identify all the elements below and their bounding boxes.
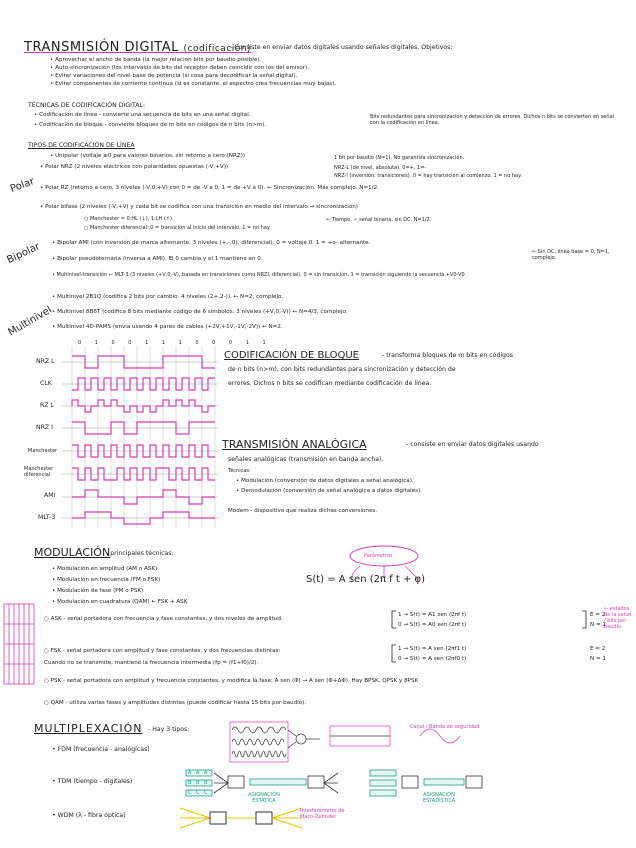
static-label: ASIGNACIÓN ESTÁTICA [248, 792, 280, 804]
tech-block: • Codificación de bloque - convierte bloques de m bits en códigos de n bits (n>m). [34, 122, 267, 128]
ask: ○ ASK - señal portadora con frecuencia y fase constantes, y dos niveles de amplitud: [44, 616, 283, 622]
label-manchester-diff: Manchester diferencial [24, 466, 54, 478]
analog-text-1: - consiste en enviar datos digitales usando [406, 441, 539, 448]
waveform-bits: 0 1 0 0 1 1 1 0 0 0 1 1 [78, 340, 272, 346]
multinivel-label: Multinivel [6, 304, 54, 339]
fsk-eq-1: 1 → S(t) = A sen (2πf1 t) [398, 646, 467, 652]
fsk-eq-0: 0 → S(t) = A sen (2πf0 t) [398, 656, 467, 662]
analog-demod: • Demodulación (conversión de señal analógica a datos digitales). [236, 488, 423, 494]
bipolar-ami: • Bipolar AMI (con inversión de marca alternante, 3 niveles (+,-,0), diferencial). 0 = voltaje 0. 1 = +o- alternante. [52, 240, 371, 246]
modulation-title: MODULACIÓN [34, 546, 111, 559]
bipolar-note: ← Sin DC, línea base = 0, N=1, complejo. [532, 249, 610, 261]
waveform-grid [72, 346, 215, 528]
objective-1: • Aprovechar el ancho de banda (la mejor relación bits por baudio posible). [50, 57, 262, 63]
waveforms [72, 356, 215, 524]
psk: ○ PSK - señal portadora con amplitud y frecuencia constantes, y modifica la fase: A sen (Φ) → A sen (Φ+ΔΦ). Hay BPSK, QPSK y 8PSK [44, 678, 419, 684]
analog-mod: • Modulación (conversión de datos digitales a señal analógica). [236, 478, 414, 484]
analog-text-2: señales analógicas (transmisión en banda ancha). [228, 456, 384, 463]
ask-note: ← estados de la señal / bits por baudio [604, 606, 632, 630]
block-text-3: errores. Dichos n bits se codifican mediante codificación de línea. [228, 380, 432, 387]
digital-title: TRANSMISIÓN DIGITAL (codificación) [24, 40, 251, 55]
mux-fdm: • FDM (frecuencia - analógicas) [52, 746, 150, 753]
digital-subtitle: - Consiste en enviar datos digitales usando señales digitales. Objetivos: [230, 44, 453, 51]
bifase-note: ← Tiempo. ✓ señal binaria, sin DC. N=1/2. [326, 217, 432, 223]
ask-n: N = 1 [590, 622, 606, 628]
polar-bifase: • Polar bifase (2 niveles (-V,+V) y cada bit se codifica con una transición en medio del intervalo → sincronización) [40, 204, 358, 210]
slot-a1: A [188, 770, 192, 776]
multi-8b6t: • Multinivel 8B6T (codifica 8 bits mediante código de 6 símbolos. 3 niveles (+V,0,-V)) ← N=4/3, complejo. [52, 309, 348, 315]
nrz-i-note: NRZ-I (inversión, transiciones). 0 = hay transición al comienzo. 1 = no hay. [334, 173, 522, 179]
bipolar-pseudo: • Bipolar pseudoternaria (inversa a AMI). El 0 cambia y el 1 mantiene en 0. [52, 256, 263, 262]
mod-pm: • Modulación de fase (PM o PSK) [52, 588, 144, 594]
slot-a3: A [204, 770, 208, 776]
fsk-n: N = 1 [590, 656, 606, 662]
fdm-note: Canal / Banda de seguridad [410, 724, 480, 730]
polar-nrz: • Polar NRZ (2 niveles eléctricos con polaridades opuestas (-V,+V)) [40, 164, 229, 170]
ask-eq-1: 1 → S(t) = A1 sen (2πf t) [398, 612, 467, 618]
ask-eq-0: 0 → S(t) = A0 sen (2πf t) [398, 622, 467, 628]
label-clk: CLK [40, 380, 52, 387]
tech-title: TÉCNICAS DE CODIFICACIÓN DIGITAL: [28, 102, 146, 109]
slot-b1: B [188, 780, 192, 786]
manchester: ○ Manchester = 0:HL (↓), 1:LH (↑). [84, 216, 174, 222]
mux-wdm: • WDM (λ - fibra óptica) [52, 812, 126, 819]
multi-4dpams: • Multinivel 4D-PAMS (envía usando 4 pares de cables (+2V,+1V,-1V,-2V)) ← N=2. [52, 324, 283, 330]
slot-b3: B [204, 780, 208, 786]
mux-title: MULTIPLEXACIÓN [34, 722, 143, 735]
objective-4: • Evitar componentes de corriente continua (si es constante, el espectro crea frecuencias muy bajas). [50, 81, 337, 87]
objective-3: • Evitar variaciones del nivel base de potencia (si cosa para decodificar la señal digital). [50, 73, 298, 79]
mod-fm: • Modulación en frecuencia (FM o FSK) [52, 577, 161, 583]
wdm-sketch [180, 808, 302, 828]
mlt: • Multinivel-transición ← MLT-3 (3 niveles (+V,0,-V), basada en transiciones como NRZI, diferencial). 0 = sin transición. 1 = transición siguiendo la secuencia +V0-V0 [52, 272, 465, 278]
slot-a2: A [196, 770, 200, 776]
slot-b2: B [196, 780, 200, 786]
multi-2b1q: • Multinivel 2B1Q (codifica 2 bits por cambio. 4 niveles (2+,2-)). ← N=2, complejo. [52, 294, 284, 300]
mux-tdm: • TDM (tiempo - digitales) [52, 778, 133, 785]
nrz-l-note: NRZ-L (de nivel, absoluta). 0=+, 1=- [334, 165, 427, 171]
tech-note: Bits redundantes para sincronización y detección de errores. Dichos n bits se convierten en señal con la codificación en línea. [370, 114, 614, 126]
fsk-2: Cuando no se transmite, mantiene la frecuencia intermedia (fp = (f1+f0)/2). [44, 660, 259, 666]
slot-c1: C [188, 790, 192, 796]
label-mlt3: MLT-3 [38, 514, 56, 521]
label-nrz-l: NRZ L [36, 358, 55, 365]
slot-c2: C [196, 790, 200, 796]
wdm-note: Interferómetro de Mach-Zehnder [300, 808, 345, 820]
analog-title: TRANSMISIÓN ANALÓGICA [222, 438, 367, 451]
bipolar-label: Bipolar [5, 241, 42, 266]
ask-e: E = 2 [590, 612, 606, 618]
label-manchester: Manchester [28, 448, 58, 454]
label-nrz-i: NRZ I [36, 424, 53, 431]
formula: S(t) = A sen (2π f t + φ) [306, 574, 426, 585]
label-ami: AMI [44, 492, 56, 499]
analog-tech-title: Técnicas: [228, 468, 251, 474]
manchester-diff: ○ Manchester diferencial: 0 = transición al inicio del intervalo, 1 = no hay. [84, 225, 271, 231]
params-label: Parámetros [364, 553, 393, 559]
fsk: ○ FSK - señal portadora con amplitud y fase constantes, y dos frecuencias distintas: [44, 648, 281, 654]
mod-qam: • Modulación en cuadratura (QAM) ← FSK + ASK [52, 599, 188, 605]
polar-label: Polar [8, 176, 36, 195]
block-title: CODIFICACIÓN DE BLOQUE [224, 350, 359, 361]
mux-subtitle: - Hay 3 tipos: [148, 726, 190, 733]
modulation-sketch [4, 604, 34, 684]
line-types-title: TIPOS DE CODIFICACIÓN DE LÍNEA [28, 142, 135, 149]
block-text-2: de n bits (n>m), con bits redundantes para sincronización y detección de [228, 366, 456, 373]
unipolar: • Unipolar (voltaje ≥0 para valores binarios, sin retorno a cero (NRZ)) [50, 153, 246, 159]
slot-c3: C [204, 790, 208, 796]
analog-modem: Módem - dispositivo que realiza dichas conversiones. [228, 508, 378, 514]
unipolar-note: 1 bit por baudio (N=1). No garantiza sincronización. [334, 155, 465, 161]
modulation-subtitle: - principales técnicas: [106, 550, 174, 557]
tech-line: • Codificación de línea - convierte una secuencia de bits en una señal digital. [34, 112, 251, 118]
objective-2: • Auto-sincronización (los intervalos de bits del receptor deben coincidir con los del emisor). [50, 65, 310, 71]
polar-rz: • Polar RZ (retorno a cero, 3 niveles (-V,0,+V) con 0 = de -V a 0, 1 = de +V a 0). ← Sincronización. Más complejo. N=1/2. [40, 185, 379, 191]
mod-am: • Modulación en amplitud (AM o ASK) [52, 566, 158, 572]
qam: ○ QAM - utiliza varias fases y amplitudes distintas (puede codificar hasta 15 bits por baudio). [44, 700, 307, 706]
block-text-1: - transforma bloques de m bits en códigos [382, 352, 513, 359]
dynamic-label: ASIGNACIÓN ESTADÍSTICA [422, 792, 456, 804]
fsk-e: E = 2 [590, 646, 606, 652]
label-rz-l: RZ L [40, 402, 54, 409]
